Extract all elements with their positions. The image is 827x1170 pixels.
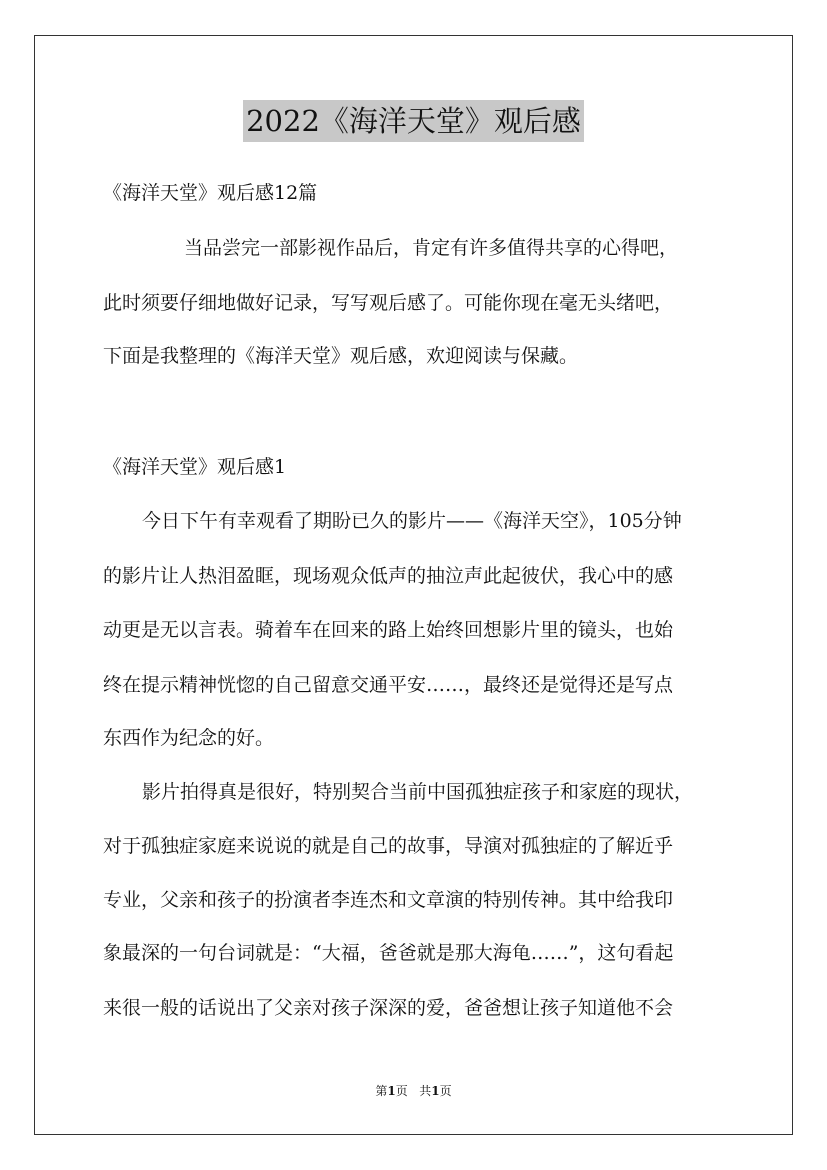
paragraph-line: 动更是无以言表。骑着车在回来的路上始终回想影片里的镜头，也始 (103, 619, 674, 641)
paragraph-line: 的影片让人热泪盈眶，现场观众低声的抽泣声此起彼伏，我心中的感 (103, 565, 674, 587)
total-suffix: 页 (439, 1084, 452, 1098)
intro-line: 下面是我整理的《海洋天堂》观后感，欢迎阅读与保藏。 (103, 345, 579, 367)
section-heading: 《海洋天堂》观后感1 (103, 456, 287, 478)
document-title: 2022《海洋天堂》观后感 (243, 100, 584, 142)
document-subtitle: 《海洋天堂》观后感12篇 (103, 182, 318, 204)
intro-line: 此时须要仔细地做好记录，写写观后感了。可能你现在毫无头绪吧， (103, 292, 674, 314)
paragraph-line: 东西作为纪念的好。 (103, 727, 275, 749)
paragraph-line: 对于孤独症家庭来说说的就是自己的故事，导演对孤独症的了解近乎 (103, 835, 674, 857)
paragraph-line: 象最深的一句台词就是：“大福，爸爸就是那大海龟……”，这句看起 (103, 942, 674, 964)
paragraph-line: 今日下午有幸观看了期盼已久的影片——《海洋天空》，105分钟 (142, 510, 682, 532)
page-number: 1 (387, 1084, 396, 1098)
total-prefix: 共 (419, 1084, 432, 1098)
paragraph-line: 终在提示精神恍惚的自己留意交通平安……，最终还是觉得还是写点 (103, 674, 674, 696)
paragraph-line: 来很一般的话说出了父亲对孩子深深的爱，爸爸想让孩子知道他不会 (103, 997, 674, 1019)
page-footer (0, 1082, 827, 1099)
intro-line: 当品尝完一部影视作品后，肯定有许多值得共享的心得吧， (184, 237, 679, 259)
page-prefix: 第 (375, 1084, 388, 1098)
paragraph-line: 专业，父亲和孩子的扮演者李连杰和文章演的特别传神。其中给我印 (103, 889, 674, 911)
paragraph-line: 影片拍得真是很好，特别契合当前中国孤独症孩子和家庭的现状， (142, 781, 694, 803)
title-container (0, 100, 827, 142)
total-pages: 1 (431, 1084, 440, 1098)
page-suffix: 页 (395, 1084, 408, 1098)
